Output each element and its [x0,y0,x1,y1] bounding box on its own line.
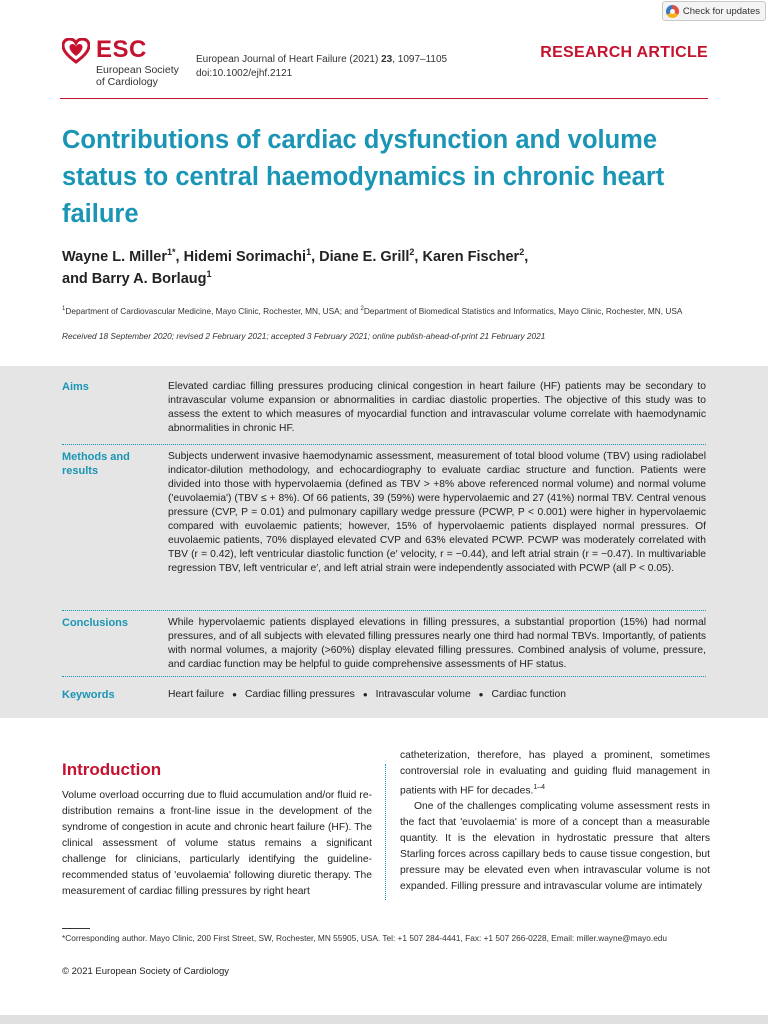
keyword-list [168,688,706,702]
footnote-divider [62,928,90,929]
abstract-conclusions-text: While hypervolaemic patients displayed elevations in filling pressures, a substantial proportion (15%) had normal pressures, and of all subjects with elevated filling pressures nearly one third had normal TBVs. Importantly, of patients with normal volumes, a majority (>60%) display elevated filling pressures. Combined analysis of volume, pressure, and cardiac function may be helpful to guide comprehensive assessments of HF status. [168,617,706,670]
journal-volume: 23 [381,54,393,65]
keyword-bullet: ● [478,690,484,699]
abstract-divider [62,676,706,677]
keyword-bullet: ● [232,690,237,699]
author[interactable]: and Barry A. Borlaug$^1$ [62,269,212,287]
body-column-right [400,748,710,895]
introduction-heading: Introduction [62,760,162,779]
page-bottom-edge [0,1015,768,1024]
body-column-left [62,760,372,900]
abstract-methods-text: Subjects underwent invasive haemodynamic assessment, measurement of total blood volume (TBV) using radiolabel indicator-dilution methodology, and echocardiography to evaluate cardiac structure and function. Patients were divided into those with hypervolaemia (defined as TBV > +8% above referenced normal volume) and normal volume ('euvolaemia') (TBV ≤ + 8%). Of 66 patients, 39 (59%) were hypervolaemic and 27 (41%) normal TBV. Central venous pressure (CVP, P = 0.01) and pulmonary capillary wedge pressure (PCWP, P < 0.001) were higher in hypervolaemic compared with euvolaemic patients; however, 15% of hypervolaemic patients displayed normal pressures. Of euvolaemic patients, 70% displayed elevated CVP and 63% elevated PCWP. PCWP was moderately correlated with TBV (r = 0.42), left ventricular diastolic function (e′ velocity, r = −0.44), and left atrial strain (r = −0.47). In multivariable regression TBV, left ventricular e′, and left atrial strain were independently associated with PCWP (all P < 0.05). [168,451,706,574]
crossmark-icon [666,5,679,18]
citation-reference[interactable]: 1–4 [533,784,546,791]
journal-citation: European Journal of Heart Failure (2021) 23, 1097–1105 doi:10.1002/ejhf.2121 [196,54,448,79]
affiliations: $^1$Department of Cardiovascular Medicine, Mayo Clinic, Rochester, MN, USA; and $^2$Department of Biomedical Statistics and Informatics, Mayo Clinic, Rochester, MN, USA [62,306,683,316]
esc-acronym: ESC [96,36,147,63]
keyword[interactable]: Cardiac function [491,689,566,700]
keyword-bullet: ● [362,690,368,699]
heart-icon [62,38,90,64]
header-divider [60,98,708,99]
introduction-paragraph: One of the challenges complicating volume assessment rests in the fact that 'euvolaemia' is more of a concept than a measurable quantity. It is the elevation in hydrostatic pressure that alters Starling forces across capillary beds to cause tissue congestion, but pressure may be elevated even when intravascular volume is not expanded. Filling pressure and intravascular volume are intimately [400,801,710,893]
keyword[interactable]: Cardiac filling pressures [244,689,355,700]
introduction-paragraph: Volume overload occurring due to fluid accumulation and/or fluid re-distribution remains a front-line issue in the development of the syndrome of congestion in acute and chronic heart failure (HF). The clinical assessment of volume status remains a significant challenge for clinicians, particularly identifying the guideline-recommended status of 'euvolaemia' following diuretic therapy. The measurement of cardiac filling pressures by right heart [62,790,372,897]
check-for-updates-button[interactable] [662,1,766,21]
introduction-paragraph: catheterization, therefore, has played a prominent, sometimes controversial role in evaluating and guiding fluid management in patients with HF for decades.$^{1-4}$ [400,750,710,797]
corresponding-author-footnote: *Corresponding author. Mayo Clinic, 200 First Street, SW, Rochester, MN 55905, USA. Tel: +1 507 284-4441, Fax: +1 507 266-0228, Email: miller.wayne@mayo.edu [62,933,668,943]
abstract-divider [62,610,706,611]
author[interactable]: Hidemi Sorimachi$^1$ [183,247,312,265]
esc-full-name: European Society of Cardiology [96,64,179,88]
esc-logo [60,34,190,90]
structured-abstract [0,366,768,718]
abstract-aims-label: Aims [62,381,89,393]
author[interactable]: Wayne L. Miller$^{1*}$ [62,247,176,265]
publication-dates: Received 18 September 2020; revised 2 February 2021; accepted 3 February 2021; online publish-ahead-of-print 21 February 2021 [62,331,546,341]
column-divider [385,764,386,900]
article-type-label: RESEARCH ARTICLE [540,44,708,61]
copyright-notice: © 2021 European Society of Cardiology [62,966,230,977]
author-list: Wayne L. Miller$^{1*}$, Hidemi Sorimachi$^1$, Diane E. Grill$^2$, Karen Fischer$^2$, and Barry A. Borlaug$^1$ [62,247,529,287]
author[interactable]: Karen Fischer$^2$ [422,247,525,265]
check-for-updates-label: Check for updates [682,5,760,17]
keyword[interactable]: Heart failure [168,689,225,700]
abstract-conclusions-label: Conclusions [62,617,129,629]
keyword[interactable]: Intravascular volume [375,689,471,700]
journal-doi[interactable]: doi:10.1002/ejhf.2121 [196,68,293,79]
article-title: Contributions of cardiac dysfunction and volume status to central haemodynamics in chronic heart failure [62,126,665,228]
abstract-aims-text: Elevated cardiac filling pressures producing clinical congestion in heart failure (HF) patients may be secondary to intravascular volume expansion or abnormalities in cardiac diastolic properties. The objective of this study was to assess the extent to which measures of myocardial function and intravascular volume correlate with haemodynamic abnormalities in chronic HF. [168,381,706,434]
author[interactable]: Diane E. Grill$^2$ [319,247,415,265]
abstract-divider [62,444,706,445]
abstract-methods-label: Methods and results [62,451,130,477]
abstract-keywords-label: Keywords [62,689,115,701]
